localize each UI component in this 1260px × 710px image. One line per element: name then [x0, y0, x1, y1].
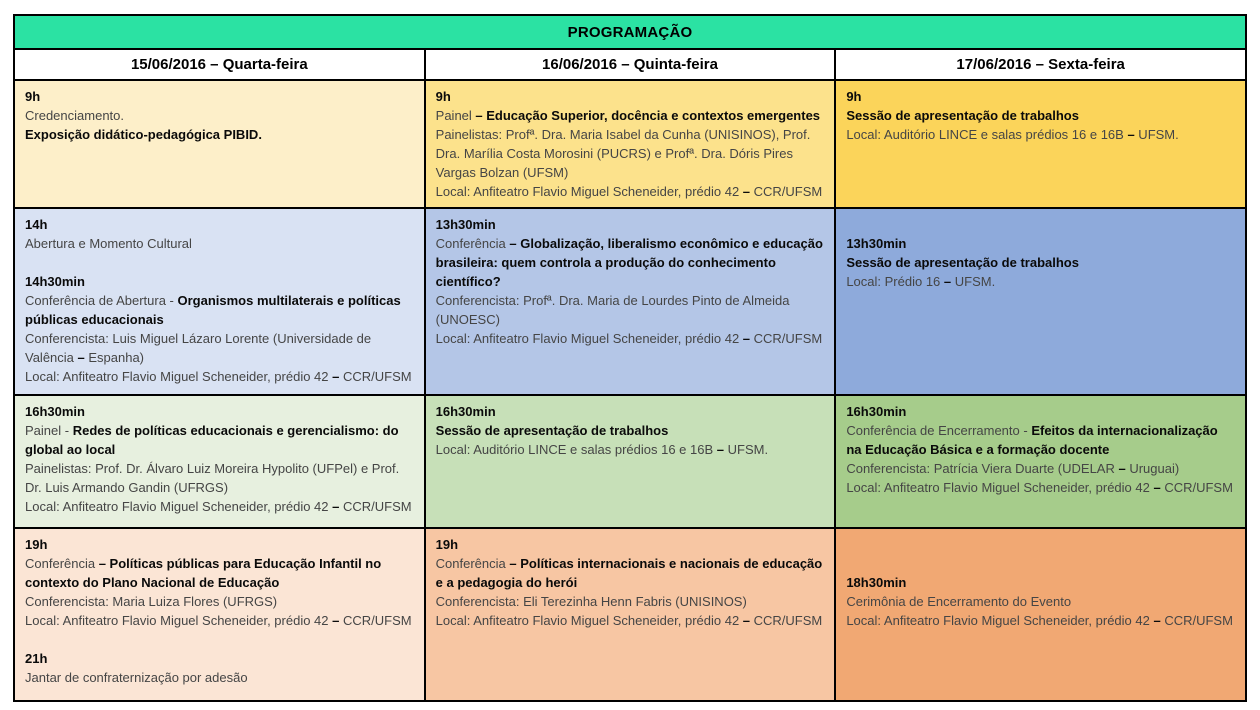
bold-text: 16h30min — [25, 404, 85, 419]
schedule-text-line — [846, 611, 1235, 630]
schedule-text-line — [25, 291, 414, 329]
bold-text: – — [1153, 613, 1161, 628]
schedule-text-line — [25, 535, 414, 554]
bold-text: Redes de políticas educacionais e gerencialismo: do global ao local — [25, 423, 399, 457]
schedule-text-line — [25, 592, 414, 611]
schedule-text-line — [25, 459, 414, 497]
bold-text: Exposição didático-pedagógica PIBID. — [25, 127, 262, 142]
schedule-text-line — [25, 668, 414, 687]
schedule-text-line — [846, 402, 1235, 421]
bold-text: 21h — [25, 651, 48, 666]
schedule-text-line — [846, 535, 1235, 554]
schedule-cell-r1-c1 — [15, 81, 424, 207]
schedule-text-line — [436, 611, 825, 630]
schedule-text-line — [25, 329, 414, 367]
bold-text: – Políticas públicas para Educação Infantil no contexto do Plano Nacional de Educação — [25, 556, 382, 590]
bold-text: 13h30min — [435, 217, 496, 232]
schedule-cell-r2-c1 — [15, 209, 424, 394]
column-header-day-3: 17/06/2016 – Sexta-feira — [836, 50, 1245, 79]
bold-text: 13h30min — [846, 236, 907, 251]
column-header-day-2: 16/06/2016 – Quinta-feira — [426, 50, 835, 79]
schedule-text-line — [846, 87, 1235, 106]
schedule-text-line — [436, 106, 825, 125]
schedule-cell-r1-c2 — [426, 81, 835, 207]
regular-text: Local: Auditório LINCE e salas prédios 16 e 16B — [435, 442, 717, 457]
bold-text: 9h — [435, 89, 451, 104]
schedule-text-line — [436, 329, 825, 348]
regular-text: Conferência — [435, 236, 510, 251]
regular-text: Espanha) — [84, 350, 145, 365]
schedule-text-line — [25, 630, 414, 649]
regular-text: Conferência — [435, 556, 510, 571]
regular-text: CCR/UFSM — [750, 613, 823, 628]
bold-text: 14h — [25, 217, 48, 232]
regular-text: Conferência — [25, 556, 99, 571]
regular-text: Painelistas: Prof. Dr. Álvaro Luiz Moreira Hypolito (UFPel) e Prof. Dr. Luis Armando Gandin (UFRGS) — [25, 461, 400, 495]
regular-text: Painel - — [25, 423, 73, 438]
bold-text: 16h30min — [435, 404, 496, 419]
regular-text: Credenciamento. — [25, 108, 124, 123]
schedule-text-line — [436, 440, 825, 459]
schedule-text-line — [436, 592, 825, 611]
schedule-text-line — [25, 497, 414, 516]
regular-text: Painelistas: Profª. Dra. Maria Isabel da Cunha (UNISINOS), Prof. Dra. Marília Costa Morosini (PUCRS) e Profª. Dra. Dóris Pires Vargas Bolzan (UFSM) — [435, 127, 811, 180]
regular-text: Conferencista: Eli Terezinha Henn Fabris (UNISINOS) — [435, 594, 747, 609]
schedule-text-line — [25, 611, 414, 630]
regular-text: Conferência de Encerramento - — [846, 423, 1032, 438]
regular-text: Abertura e Momento Cultural — [25, 236, 192, 251]
schedule-text-line — [846, 215, 1235, 234]
bold-text: – — [1153, 480, 1161, 495]
regular-text: UFSM. — [951, 274, 996, 289]
regular-text: Conferencista: Patrícia Viera Duarte (UDELAR — [846, 461, 1119, 476]
bold-text: 19h — [25, 537, 48, 552]
regular-text: CCR/UFSM — [339, 499, 412, 514]
regular-text: CCR/UFSM — [339, 369, 412, 384]
bold-text: – — [742, 331, 751, 346]
bold-text: Sessão de apresentação de trabalhos — [846, 108, 1079, 123]
bold-text: – Educação Superior, docência e contextos emergentes — [475, 108, 821, 123]
regular-text: Local: Anfiteatro Flavio Miguel Scheneider, prédio 42 — [846, 613, 1154, 628]
bold-text: – — [77, 350, 85, 365]
bold-text: 19h — [435, 537, 459, 552]
bold-text: – — [332, 499, 340, 514]
regular-text: Local: Prédio 16 — [846, 274, 944, 289]
schedule-text-line — [25, 87, 414, 106]
schedule-text-line — [25, 106, 414, 125]
bold-text: 16h30min — [846, 404, 907, 419]
bold-text: Efeitos da internacionalização na Educação Básica e a formação docente — [846, 423, 1218, 457]
regular-text: CCR/UFSM — [750, 184, 823, 199]
schedule-cell-r4-c1 — [15, 529, 424, 700]
regular-text: Conferencista: Profª. Dra. Maria de Lourdes Pinto de Almeida (UNOESC) — [435, 293, 790, 327]
schedule-cell-r1-c3 — [836, 81, 1245, 207]
regular-text: CCR/UFSM — [339, 613, 412, 628]
schedule-table — [13, 14, 1247, 702]
column-header-day-1: 15/06/2016 – Quarta-feira — [15, 50, 424, 79]
bold-text: 14h30min — [25, 274, 85, 289]
schedule-cell-r3-c3 — [836, 396, 1245, 527]
regular-text: Conferencista: Maria Luiza Flores (UFRGS) — [25, 594, 278, 609]
bold-text: Sessão de apresentação de trabalhos — [846, 255, 1079, 270]
schedule-text-line — [846, 554, 1235, 573]
regular-text: CCR/UFSM — [1160, 613, 1233, 628]
schedule-cell-r4-c2 — [426, 529, 835, 700]
bold-text: – — [716, 442, 725, 457]
schedule-text-line — [436, 125, 825, 182]
schedule-text-line — [436, 182, 825, 201]
schedule-text-line — [436, 402, 825, 421]
schedule-text-line — [25, 421, 414, 459]
bold-text: – — [1118, 461, 1126, 476]
bold-text: – — [1127, 127, 1135, 142]
schedule-text-line — [25, 554, 414, 592]
schedule-text-line — [25, 215, 414, 234]
schedule-text-line — [846, 459, 1235, 478]
bold-text: 9h — [25, 89, 41, 104]
schedule-cell-r4-c3 — [836, 529, 1245, 700]
regular-text: Painel — [435, 108, 476, 123]
regular-text: Local: Anfiteatro Flavio Miguel Scheneider, prédio 42 — [435, 331, 743, 346]
schedule-text-line — [846, 272, 1235, 291]
bold-text: – — [742, 184, 751, 199]
bold-text: Sessão de apresentação de trabalhos — [435, 423, 669, 438]
bold-text: – — [332, 369, 340, 384]
schedule-text-line — [436, 291, 825, 329]
schedule-text-line — [846, 478, 1235, 497]
schedule-text-line — [25, 125, 414, 144]
bold-text: – — [332, 613, 340, 628]
regular-text: Local: Anfiteatro Flavio Miguel Scheneider, prédio 42 — [435, 184, 743, 199]
regular-text: Jantar de confraternização por adesão — [25, 670, 248, 685]
schedule-text-line — [436, 535, 825, 554]
schedule-text-line — [25, 649, 414, 668]
schedule-text-line — [25, 402, 414, 421]
bold-text: – — [943, 274, 952, 289]
schedule-text-line — [846, 421, 1235, 459]
schedule-text-line — [846, 573, 1235, 592]
schedule-text-line — [846, 106, 1235, 125]
schedule-text-line — [846, 253, 1235, 272]
schedule-cell-r3-c2 — [426, 396, 835, 527]
regular-text: Conferencista: Luis Miguel Lázaro Lorente (Universidade de Valência — [25, 331, 372, 365]
schedule-text-line — [436, 554, 825, 592]
bold-text: 9h — [846, 89, 862, 104]
schedule-text-line — [25, 253, 414, 272]
regular-text: CCR/UFSM — [1160, 480, 1233, 495]
schedule-text-line — [25, 272, 414, 291]
schedule-text-line — [25, 234, 414, 253]
regular-text: Local: Anfiteatro Flavio Miguel Scheneider, prédio 42 — [25, 613, 333, 628]
regular-text: Conferência de Abertura - — [25, 293, 178, 308]
schedule-cell-r2-c2 — [426, 209, 835, 394]
regular-text: Local: Anfiteatro Flavio Miguel Scheneider, prédio 42 — [25, 499, 333, 514]
bold-text: – Globalização, liberalismo econômico e educação brasileira: quem controla a produção do conhecimento científico? — [435, 236, 823, 289]
schedule-text-line — [25, 367, 414, 386]
schedule-text-line — [436, 215, 825, 234]
schedule-cell-r2-c3 — [836, 209, 1245, 394]
schedule-text-line — [436, 421, 825, 440]
bold-text: – Políticas internacionais e nacionais de educação e a pedagogia do herói — [435, 556, 823, 590]
schedule-text-line — [846, 592, 1235, 611]
schedule-cell-r3-c1 — [15, 396, 424, 527]
regular-text: CCR/UFSM — [750, 331, 823, 346]
regular-text: Uruguai) — [1125, 461, 1180, 476]
schedule-text-line — [436, 87, 825, 106]
regular-text: UFSM. — [1134, 127, 1179, 142]
bold-text: Organismos multilaterais e políticas públicas educacionais — [25, 293, 401, 327]
regular-text: Local: Anfiteatro Flavio Miguel Scheneider, prédio 42 — [25, 369, 333, 384]
schedule-text-line — [436, 234, 825, 291]
schedule-text-line — [846, 125, 1235, 144]
regular-text: UFSM. — [724, 442, 769, 457]
regular-text: Local: Auditório LINCE e salas prédios 16 e 16B — [846, 127, 1128, 142]
regular-text: Local: Anfiteatro Flavio Miguel Scheneider, prédio 42 — [846, 480, 1154, 495]
bold-text: – — [742, 613, 751, 628]
schedule-text-line — [846, 234, 1235, 253]
regular-text: Local: Anfiteatro Flavio Miguel Scheneider, prédio 42 — [435, 613, 743, 628]
regular-text: Cerimônia de Encerramento do Evento — [846, 594, 1072, 609]
bold-text: 18h30min — [846, 575, 907, 590]
table-title: PROGRAMAÇÃO — [15, 16, 1245, 48]
